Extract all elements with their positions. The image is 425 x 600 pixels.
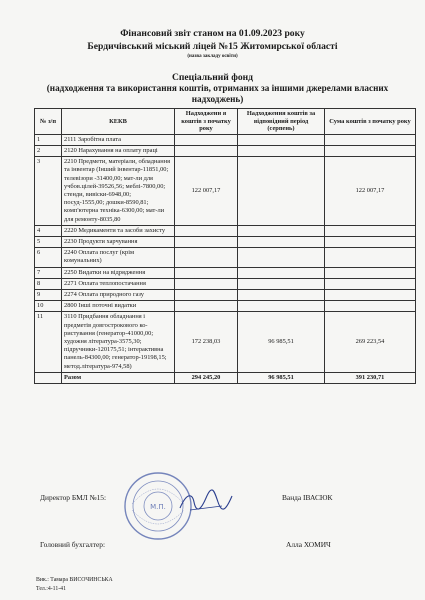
table-row (35, 157, 416, 226)
row-kekv: 2271 Оплата теплопостачання (62, 278, 175, 289)
row-num: 10 (35, 301, 62, 312)
table-row (35, 134, 416, 145)
row-income-period (238, 225, 325, 236)
total-row (35, 372, 416, 383)
fund-subtitle: (надходження та використання коштів, отриманих за іншими джерелами власних надходжень) (46, 83, 389, 104)
row-num: 7 (35, 267, 62, 278)
stamp-center-text: М.П. (150, 503, 166, 511)
total-income-year: 294 245,20 (175, 372, 238, 383)
row-kekv: 2240 Оплата послуг (крім комунальних) (62, 248, 175, 267)
row-income-year (175, 278, 238, 289)
row-num: 4 (35, 225, 62, 236)
row-income-year (175, 267, 238, 278)
row-num: 2 (35, 145, 62, 156)
row-income-year (175, 248, 238, 267)
report-title: Фінансовий звіт станом на 01.09.2023 року (120, 28, 305, 39)
row-total-year (325, 301, 416, 312)
table-header-row (35, 109, 416, 135)
row-kekv: 2800 Інші поточні видатки (62, 301, 175, 312)
row-kekv: 2210 Предмети, матеріали, обладнання та інвентар (Інший інвентар-11851,00; телевізори -31400,00; мат-ли для учбов.цілей-39526,56; меблі-7800,00; стенди, вивіски-6948,00; посуд-1555,00; дошки-8590,81; комп'ютерна техніка-6300,00; мат-ли для ремонту-8035,80 (62, 157, 175, 226)
total-income-period: 96 985,51 (238, 372, 325, 383)
director-signature (176, 488, 236, 516)
row-income-period (238, 267, 325, 278)
row-kekv: 2230 Продукти харчування (62, 237, 175, 248)
table-row (35, 267, 416, 278)
row-income-year (175, 237, 238, 248)
total-num (35, 372, 62, 383)
row-num: 1 (35, 134, 62, 145)
row-num: 11 (35, 312, 62, 372)
row-total-year (325, 145, 416, 156)
fund-title: Спеціальний фонд (171, 72, 254, 83)
row-total-year (325, 134, 416, 145)
row-income-period (238, 290, 325, 301)
table-row (35, 237, 416, 248)
row-income-period (238, 248, 325, 267)
accountant-name: Алла ХОМИЧ (286, 540, 331, 549)
table-row (35, 225, 416, 236)
row-income-period (238, 278, 325, 289)
table-row (35, 248, 416, 267)
table-row (35, 290, 416, 301)
row-num: 6 (35, 248, 62, 267)
row-income-period (238, 301, 325, 312)
row-income-year (175, 301, 238, 312)
row-income-period (238, 145, 325, 156)
row-income-period (238, 134, 325, 145)
row-total-year (325, 267, 416, 278)
row-total-year: 122 007,17 (325, 157, 416, 226)
header-total-year: Сума коштів з початку року (325, 109, 416, 135)
director-name: Ванда ІВАСЮК (282, 493, 333, 502)
row-kekv: 2250 Видатки на відрядження (62, 267, 175, 278)
row-total-year: 269 223,54 (325, 312, 416, 372)
row-num: 5 (35, 237, 62, 248)
row-num: 9 (35, 290, 62, 301)
row-total-year (325, 237, 416, 248)
row-kekv: 2274 Оплата природного газу (62, 290, 175, 301)
header-num: № з/п (35, 109, 62, 135)
institution-name: Бердичівський міський ліцей №15 Житомирської області (87, 41, 338, 52)
row-num: 8 (35, 278, 62, 289)
row-kekv: 2111 Заробітна плата (62, 134, 175, 145)
row-income-year: 172 238,03 (175, 312, 238, 372)
accountant-label: Головний бухгалтер: (40, 540, 105, 549)
row-income-year (175, 145, 238, 156)
row-num: 3 (35, 157, 62, 226)
row-total-year (325, 225, 416, 236)
row-income-period (238, 237, 325, 248)
total-label: Разом (62, 372, 175, 383)
row-income-period (238, 157, 325, 226)
institution-note: (назва закладу освіти) (187, 54, 238, 59)
row-total-year (325, 278, 416, 289)
header-kekv: КЕКВ (62, 109, 175, 135)
table-row (35, 301, 416, 312)
table-row (35, 278, 416, 289)
row-income-year (175, 134, 238, 145)
row-income-period: 96 985,51 (238, 312, 325, 372)
header-income-year: Надходженн я коштів з початку року (175, 109, 238, 135)
table-row (35, 145, 416, 156)
row-income-year (175, 290, 238, 301)
header-income-period: Надходження коштів за відповідний період (серпень) (238, 109, 325, 135)
row-total-year (325, 248, 416, 267)
executor-name: Вик.: Тамара ВИСОЧИНСЬКА (36, 577, 113, 583)
row-kekv: 2120 Нарахування на оплату праці (62, 145, 175, 156)
row-income-year (175, 225, 238, 236)
total-total-year: 391 230,71 (325, 372, 416, 383)
row-kekv: 3110 Придбання обладнання і предметів довгострокового ко-ристування (генератор-41000,00; художня література-3575,30; підручники-120175,51; інтерактивна панель-84300,00; генератор-19198,15; метод.література-974,58) (62, 312, 175, 372)
director-label: Директор БМЛ №15: (40, 493, 107, 502)
row-income-year: 122 007,17 (175, 157, 238, 226)
row-kekv: 2220 Медикаменти та засоби захисту (62, 225, 175, 236)
row-total-year (325, 290, 416, 301)
executor-phone: Тел.:4-11-41 (36, 586, 66, 592)
table-row (35, 312, 416, 372)
kekv-table (34, 108, 416, 384)
